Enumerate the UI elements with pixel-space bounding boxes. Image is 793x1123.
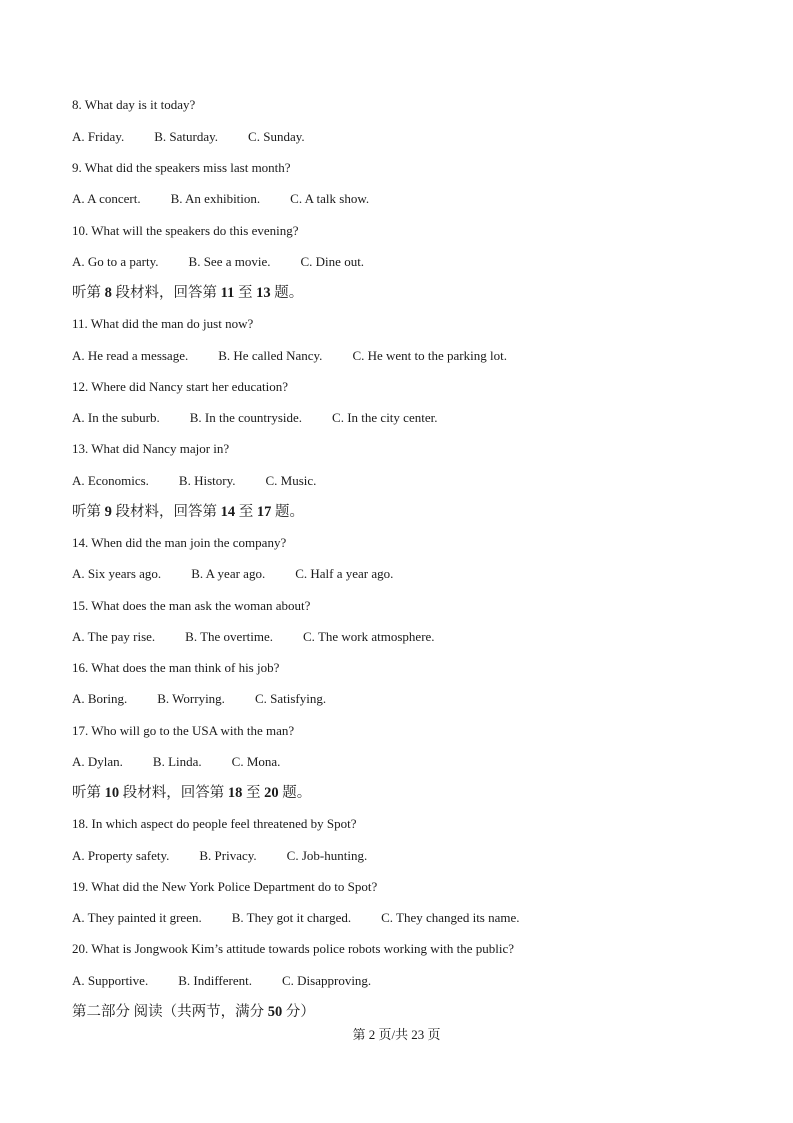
option-b: B. Worrying. xyxy=(157,691,225,706)
option-b: B. In the countryside. xyxy=(189,410,303,425)
option-b: B. Indifferent. xyxy=(178,973,252,988)
option-a: A. Six years ago. xyxy=(72,566,162,581)
option-c: C. Job-hunting. xyxy=(286,848,368,863)
options-9 xyxy=(72,191,369,207)
question-12: 12. Where did Nancy start her education? xyxy=(72,379,288,394)
options-13 xyxy=(72,473,316,489)
option-a: A. Boring. xyxy=(72,691,128,706)
option-b: B. Saturday. xyxy=(154,129,219,144)
option-a: A. Economics. xyxy=(72,473,149,488)
question-16: 16. What does the man think of his job? xyxy=(72,660,280,675)
option-a: A. In the suburb. xyxy=(72,410,160,425)
option-a: A. Supportive. xyxy=(72,973,149,988)
option-c: C. Sunday. xyxy=(248,129,305,144)
option-c: C. Dine out. xyxy=(300,254,365,269)
option-c: C. He went to the parking lot. xyxy=(352,348,507,363)
question-13: 13. What did Nancy major in? xyxy=(72,441,230,456)
question-17: 17. Who will go to the USA with the man? xyxy=(72,723,295,738)
option-c: C. They changed its name. xyxy=(381,910,520,925)
option-c: C. In the city center. xyxy=(332,410,438,425)
options-11 xyxy=(72,348,507,364)
options-16 xyxy=(72,691,326,707)
question-20: 20. What is Jongwook Kim’s attitude towards police robots working with the public? xyxy=(72,941,515,956)
options-20 xyxy=(72,973,371,989)
option-a: A. Property safety. xyxy=(72,848,170,863)
question-10: 10. What will the speakers do this evening? xyxy=(72,223,299,238)
options-10 xyxy=(72,254,364,270)
option-a: A. A concert. xyxy=(72,191,141,206)
page-number: 第 2 页/共 23 页 xyxy=(352,1027,441,1042)
option-a: A. Dylan. xyxy=(72,754,123,769)
option-b: B. They got it charged. xyxy=(231,910,352,925)
option-a: A. Friday. xyxy=(72,129,125,144)
option-b: B. A year ago. xyxy=(191,566,266,581)
option-b: B. History. xyxy=(178,473,236,488)
options-17 xyxy=(72,754,280,770)
option-a: A. They painted it green. xyxy=(72,910,202,925)
question-19: 19. What did the New York Police Department do to Spot? xyxy=(72,879,378,894)
option-c: C. Mona. xyxy=(231,754,281,769)
option-b: B. See a movie. xyxy=(188,254,271,269)
options-18 xyxy=(72,848,367,864)
question-18: 18. In which aspect do people feel threatened by Spot? xyxy=(72,816,357,831)
option-c: C. Music. xyxy=(265,473,317,488)
options-8 xyxy=(72,129,305,145)
part2-heading: 第二部分 阅读（共两节，满分 50 分） xyxy=(72,1004,315,1020)
section-heading-8: 听第 8 段材料，回答第 11 至 13 题。 xyxy=(72,285,304,301)
options-14 xyxy=(72,566,393,582)
option-b: B. An exhibition. xyxy=(170,191,261,206)
option-b: B. Linda. xyxy=(152,754,202,769)
section-heading-10: 听第 10 段材料，回答第 18 至 20 题。 xyxy=(72,785,312,801)
question-14: 14. When did the man join the company? xyxy=(72,535,287,550)
option-c: C. Disapproving. xyxy=(281,973,372,988)
option-c: C. Half a year ago. xyxy=(295,566,394,581)
question-8: 8. What day is it today? xyxy=(72,97,196,112)
option-c: C. The work atmosphere. xyxy=(303,629,435,644)
option-b: B. He called Nancy. xyxy=(218,348,323,363)
option-b: B. The overtime. xyxy=(185,629,274,644)
option-c: C. Satisfying. xyxy=(254,691,327,706)
option-b: B. Privacy. xyxy=(199,848,257,863)
question-9: 9. What did the speakers miss last month? xyxy=(72,160,291,175)
options-12 xyxy=(72,410,437,426)
option-c: C. A talk show. xyxy=(290,191,370,206)
options-19 xyxy=(72,910,520,926)
option-a: A. Go to a party. xyxy=(72,254,159,269)
option-a: A. The pay rise. xyxy=(72,629,156,644)
section-heading-9: 听第 9 段材料，回答第 14 至 17 题。 xyxy=(72,504,304,520)
option-a: A. He read a message. xyxy=(72,348,189,363)
question-11: 11. What did the man do just now? xyxy=(72,316,254,331)
question-15: 15. What does the man ask the woman about? xyxy=(72,598,311,613)
options-15 xyxy=(72,629,435,645)
